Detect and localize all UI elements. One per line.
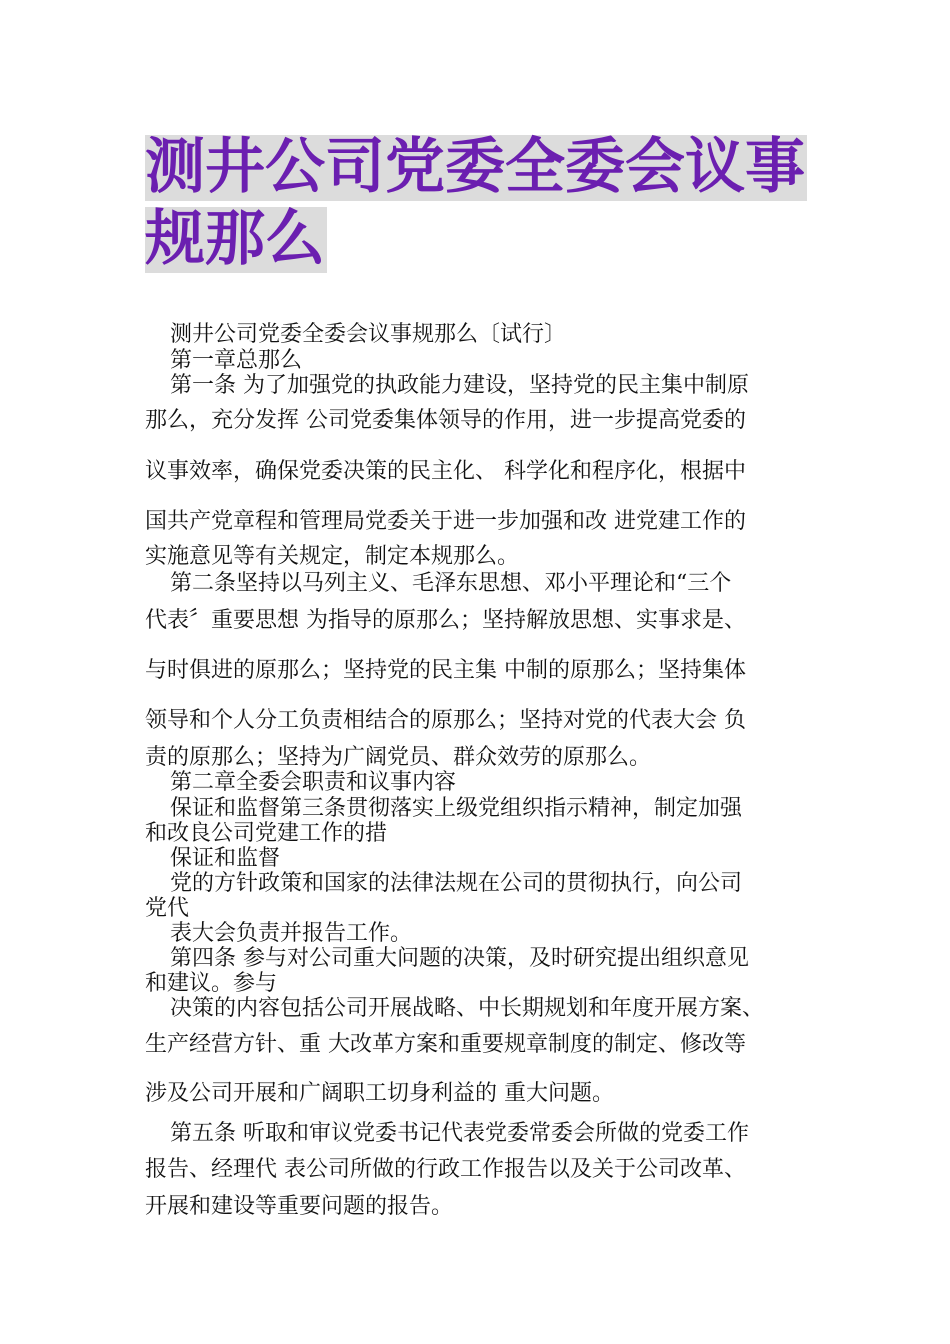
document-title-line-1: 测井公司党委全委会议事 — [145, 132, 805, 202]
paragraph-line: 开展和建设等重要问题的报告。 — [145, 1194, 454, 1219]
paragraph-line: 保证和监督第三条贯彻落实上级党组织指示精神，制定加强 — [170, 796, 743, 821]
paragraph-line: 党的方针政策和国家的法律法规在公司的贯彻执行，向公司 — [170, 871, 743, 896]
paragraph-line: 报告、经理代 表公司所做的行政工作报告以及关于公司改革、 — [145, 1157, 746, 1182]
paragraph-line: 和改良公司党建工作的措 — [145, 821, 388, 846]
paragraph-line: 国共产党章程和管理局党委关于进一步加强和改 进党建工作的 — [145, 509, 746, 534]
paragraph-line: 和建议。参与 — [145, 971, 278, 996]
chapter-heading: 第二章全委会职责和议事内容 — [170, 770, 457, 795]
paragraph-line: 与时俱进的原那么；坚持党的民主集 中制的原那么；坚持集体 — [145, 658, 746, 683]
chapter-heading: 第一章总那么 — [170, 348, 303, 373]
paragraph-line: 表大会负责并报告工作。 — [170, 921, 413, 946]
document-title-line-2: 规那么 — [145, 204, 325, 274]
paragraph-line: 议事效率，确保党委决策的民主化、 科学化和程序化，根据中 — [145, 459, 746, 484]
paragraph-line: 生产经营方针、重 大改革方案和重要规章制度的制定、修改等 — [145, 1032, 746, 1057]
paragraph-line: 第一条 为了加强党的执政能力建设，坚持党的民主集中制原 — [170, 373, 749, 398]
paragraph-line: 保证和监督 — [170, 846, 281, 871]
paragraph-line: 涉及公司开展和广阔职工切身利益的 重大问题。 — [145, 1081, 614, 1106]
paragraph-line: 实施意见等有关规定，制定本规那么。 — [145, 544, 520, 569]
paragraph-line: 第五条 听取和审议党委书记代表党委常委会所做的党委工作 — [170, 1121, 749, 1146]
subtitle: 测井公司党委全委会议事规那么〔试行〕 — [170, 322, 567, 347]
paragraph-line: 代表〞重要思想 为指导的原那么；坚持解放思想、实事求是、 — [145, 608, 746, 633]
paragraph-line: 决策的内容包括公司开展战略、中长期规划和年度开展方案、 — [170, 996, 765, 1021]
paragraph-line: 党代 — [145, 896, 190, 921]
paragraph-line: 第四条 参与对公司重大问题的决策，及时研究提出组织意见 — [170, 946, 749, 971]
paragraph-line: 责的原那么；坚持为广阔党员、群众效劳的原那么。 — [145, 745, 652, 770]
paragraph-line: 第二条坚持以马列主义、毛泽东思想、邓小平理论和“三个 — [170, 571, 732, 596]
paragraph-line: 那么，充分发挥 公司党委集体领导的作用，进一步提高党委的 — [145, 408, 746, 433]
paragraph-line: 领导和个人分工负责相结合的原那么；坚持对党的代表大会 负 — [145, 708, 746, 733]
